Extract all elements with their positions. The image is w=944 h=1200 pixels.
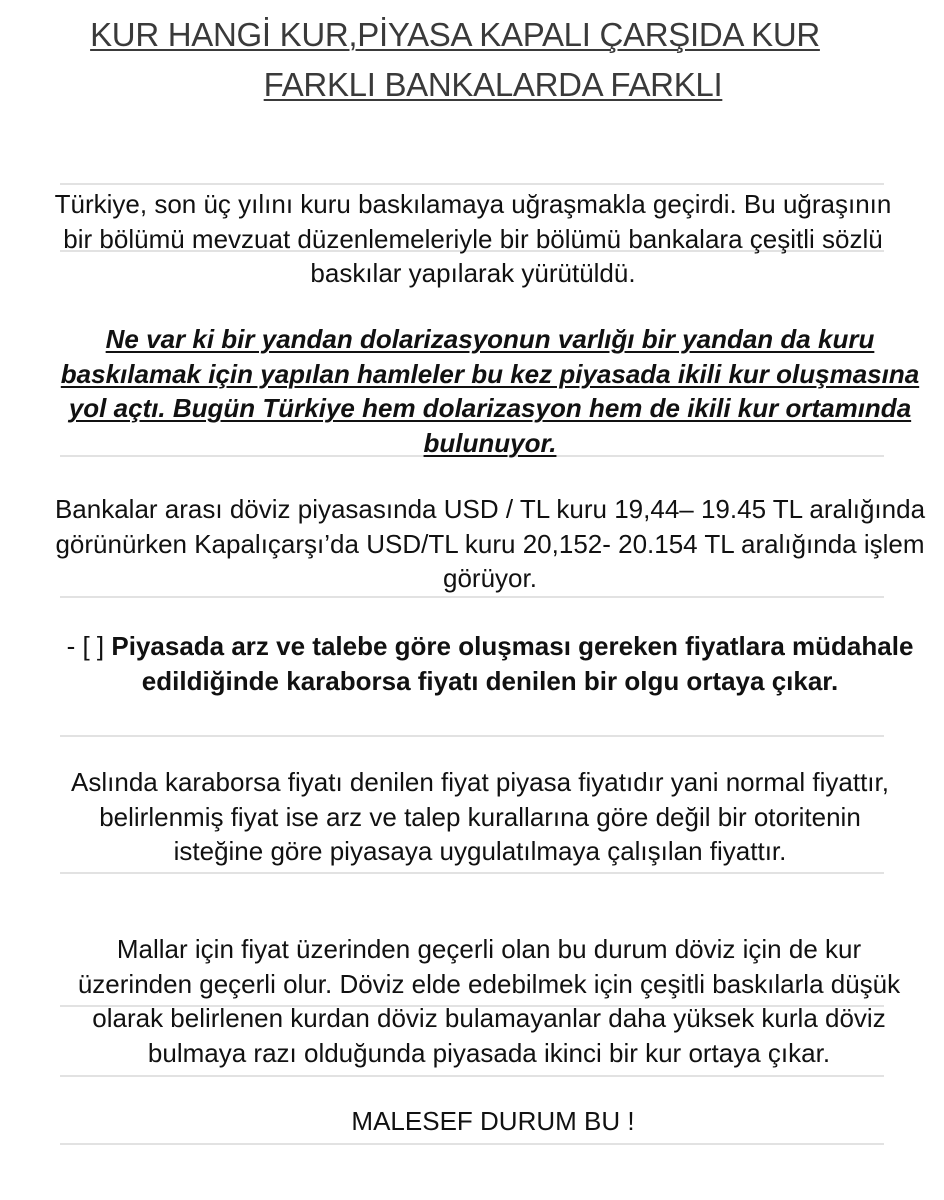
closing-line: MALESEF DURUM BU ! [351,1106,635,1136]
divider [60,183,884,185]
divider [60,1075,884,1077]
paragraph-black-market [45,629,935,698]
paragraph-exchange-rates: Bankalar arası döviz piyasasında USD / TL kuru 19,44– 19.45 TL aralığında görünürken Kapalıçarşı’da USD/TL kuru 20,152- 20.154 TL aralığında işlem görüyor. [54,494,926,593]
headline-line-2: FARKLI BANKALARDA FARKLI [263,66,723,103]
headline-line-1: KUR HANGİ KUR,PİYASA KAPALI ÇARŞIDA KUR [90,16,820,53]
paragraph-dual-rate: Ne var ki bir yandan dolarizasyonun varlığı bir yandan da kuru baskılamak için yapılan hamleler bu kez piyasada ikili kur oluşmasına yol açtı. Bugün Türkiye hem dolarizasyon hem de ikili kur ortamında bulunuyor. [60,324,920,458]
paragraph-market-price: Aslında karaborsa fiyatı denilen fiyat piyasa fiyatıdır yani normal fiyattır, belirlenmiş fiyat ise arz ve talep kurallarına göre değil bir otoritenin isteğine göre piyasaya uygulatılmaya çalışılan fiyattır. [71,767,889,866]
divider [60,596,884,598]
paragraph-black-market-text: Piyasada arz ve talebe göre oluşması gereken fiyatlara müdahale edildiğinde karaborsa fiyatı denilen bir olgu ortaya çıkar. [111,631,914,696]
checkbox-marker: - [ ] [66,631,105,661]
divider [60,1143,884,1145]
paragraph-intro: Türkiye, son üç yılını kuru baskılamaya uğraşmakla geçirdi. Bu uğraşının bir bölümü mevzuat düzenlemeleriyle bir bölümü bankalara çeşitli sözlü baskılar yapılarak yürütüldü. [54,189,892,288]
divider [60,735,884,737]
divider [60,872,884,874]
paragraph-second-rate: Mallar için fiyat üzerinden geçerli olan bu durum döviz için de kur üzerinden geçerli olur. Döviz elde edebilmek için çeşitli baskılarla düşük olarak belirlenen kurdan döviz bulamayanlar daha yüksek kurla döviz bulmaya razı olduğunda piyasada ikinci bir kur ortaya çıkar. [77,934,901,1068]
